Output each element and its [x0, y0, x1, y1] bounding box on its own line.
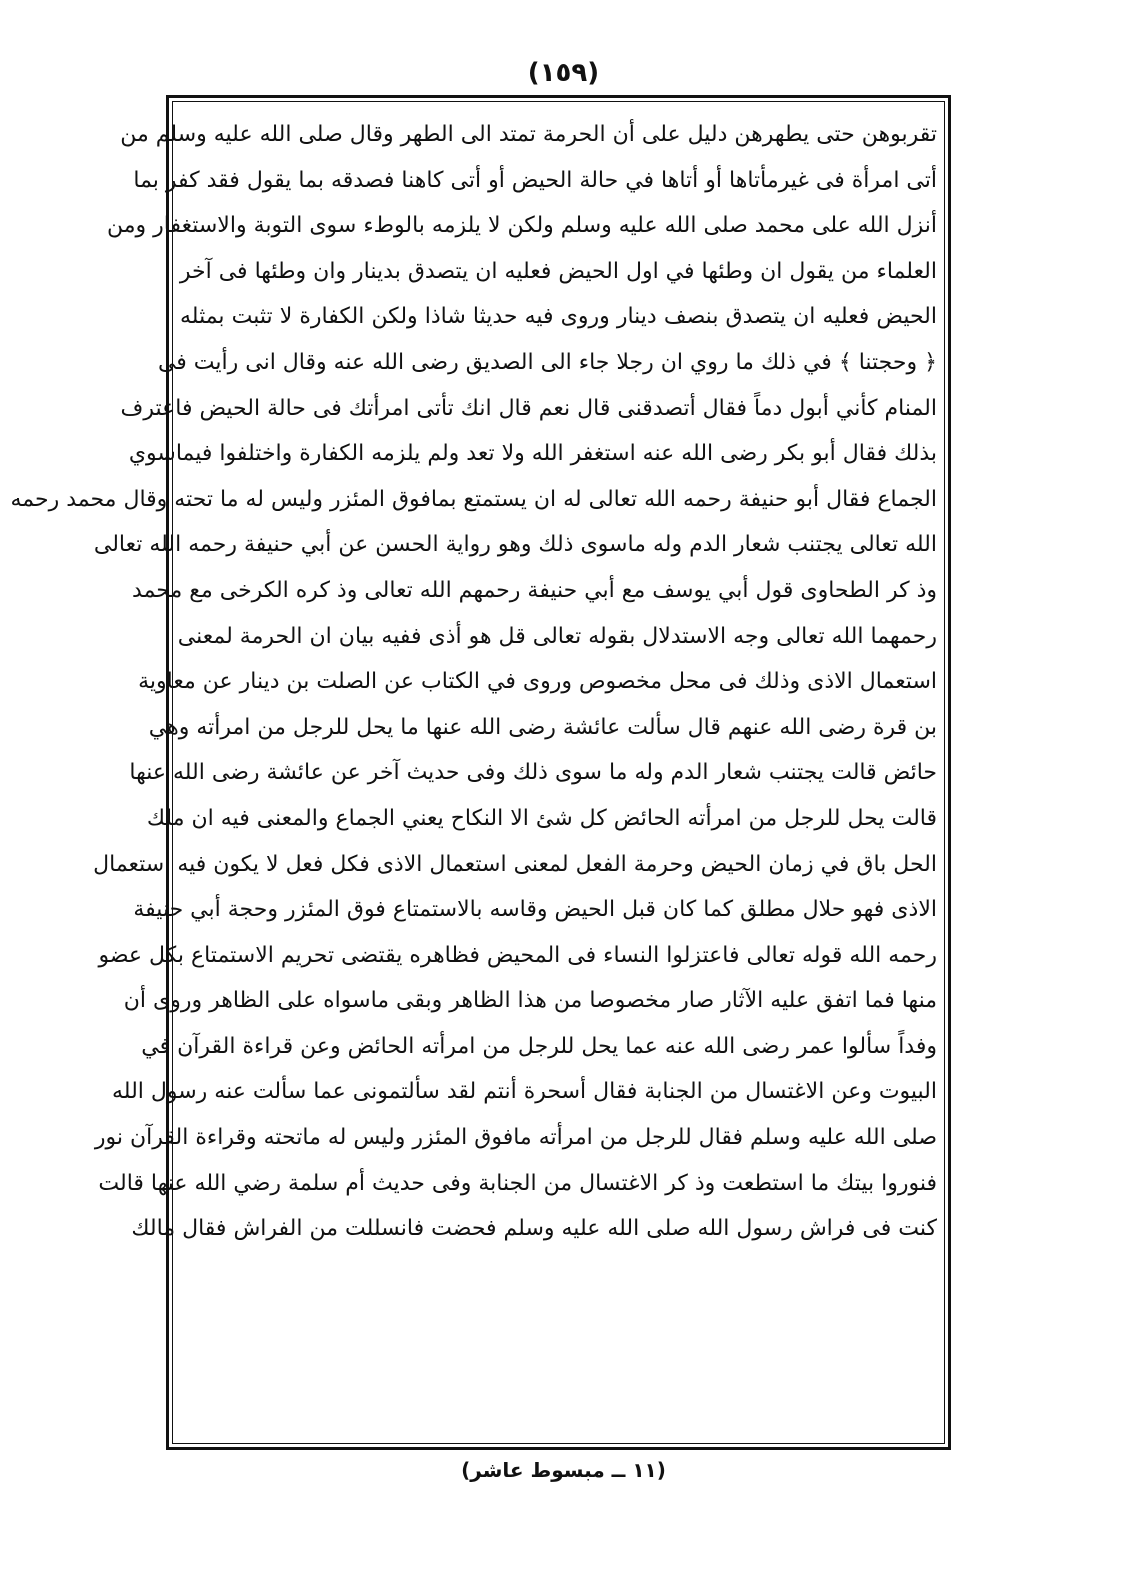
text-line: المنام كأني أبول دماً فقال أتصدقنى قال نعم قال انك تأتى امرأتك فى حالة الحيض فاعترف [120, 395, 937, 421]
text-line: أتى امرأة فى غيرمأتاها أو أتاها في حالة الحيض أو أتى كاهنا فصدقه بما يقول فقد كفر بما [133, 167, 937, 193]
text-line: بن قرة رضى الله عنهم قال سألت عائشة رضى الله عنها ما يحل للرجل من امرأته وهي [148, 714, 937, 740]
text-line: الاذى فهو حلال مطلق كما كان قبل الحيض وقاسه بالاستمتاع فوق المئزر وحجة أبي حنيفة [133, 897, 937, 923]
text-line: الحل باق في زمان الحيض وحرمة الفعل لمعنى استعمال الاذى فكل فعل لا يكون فيه استعمال [93, 851, 937, 877]
text-line: استعمال الاذى وذلك فى محل مخصوص وروى في الكتاب عن الصلت بن دينار عن معاوية [138, 669, 937, 695]
body-text [10, 112, 937, 1437]
text-line: البيوت وعن الاغتسال من الجنابة فقال أسحرة أنتم لقد سألتمونى عما سألت عنه رسول الله [111, 1079, 937, 1105]
text-line: قالت يحل للرجل من امرأته الحائض كل شئ الا النكاح يعني الجماع والمعنى فيه ان ملك [146, 805, 937, 831]
text-line: بذلك فقال أبو بكر رضى الله عنه استغفر الله ولا تعد ولم يلزمه الكفارة واختلفوا فيماسوي [128, 441, 937, 467]
text-line: تقربوهن حتى يطهرهن دليل على أن الحرمة تمتد الى الطهر وقال صلى الله عليه وسلم من [120, 122, 937, 147]
text-line: رحمهما الله تعالى وجه الاستدلال بقوله تعالى قل هو أذى ففيه بيان ان الحرمة لمعنى [177, 623, 937, 649]
text-line: كنت فى فراش رسول الله صلى الله عليه وسلم فحضت فانسللت من الفراش فقال مالك [131, 1216, 937, 1242]
page-number: (١٥٩) [527, 58, 600, 88]
text-line: الحيض فعليه ان يتصدق بنصف دينار وروى فيه حديثا شاذا ولكن الكفارة لا تثبت بمثله [180, 304, 937, 330]
text-line: أنزل الله على محمد صلى الله عليه وسلم ولكن لا يلزمه بالوطء سوى التوبة والاستغفار ومن [107, 213, 937, 239]
text-line: العلماء من يقول ان وطئها في اول الحيض فعليه ان يتصدق بدينار وان وطئها فى آخر [179, 258, 937, 284]
text-line: ﴿ وحجتنا ﴾ في ذلك ما روي ان رجلا جاء الى الصديق رضى الله عنه وقال انى رأيت فى [157, 349, 937, 375]
text-line: الله تعالى يجتنب شعار الدم وله ماسوى ذلك وهو رواية الحسن عن أبي حنيفة رحمه الله تعالى [93, 532, 937, 558]
text-line: وفداً سألوا عمر رضى الله عنه عما يحل للرجل من امرأته الحائض وعن قراءة القرآن في [141, 1033, 937, 1059]
text-line: منها فما اتفق عليه الآثار صار مخصوصا من هذا الظاهر وبقى ماسواه على الظاهر وروى أن [123, 988, 937, 1014]
text-line: فنوروا بيتك ما استطعت وذ كر الاغتسال من الجنابة وفى حديث أم سلمة رضي الله عنها قالت [98, 1170, 937, 1196]
text-line: صلى الله عليه وسلم فقال للرجل من امرأته مافوق المئزر وليس له ماتحته وقراءة القرآن نور [94, 1125, 937, 1151]
text-line: حائض قالت يجتنب شعار الدم وله ما سوى ذلك وفى حديث آخر عن عائشة رضى الله عنها [129, 760, 937, 786]
text-line: رحمه الله قوله تعالى فاعتزلوا النساء فى المحيض فظاهره يقتضى تحريم الاستمتاع بكل عضو [98, 942, 937, 968]
signature-mark: (١١ ــ مبسوط عاشر) [461, 1458, 666, 1482]
text-line: الجماع فقال أبو حنيفة رحمه الله تعالى له ان يستمتع بمافوق المئزر وليس له ما تحته وقال محمد رحمه [10, 486, 937, 512]
text-line: وذ كر الطحاوى قول أبي يوسف مع أبي حنيفة رحمهم الله تعالى وذ كره الكرخى مع محمد [132, 577, 937, 603]
